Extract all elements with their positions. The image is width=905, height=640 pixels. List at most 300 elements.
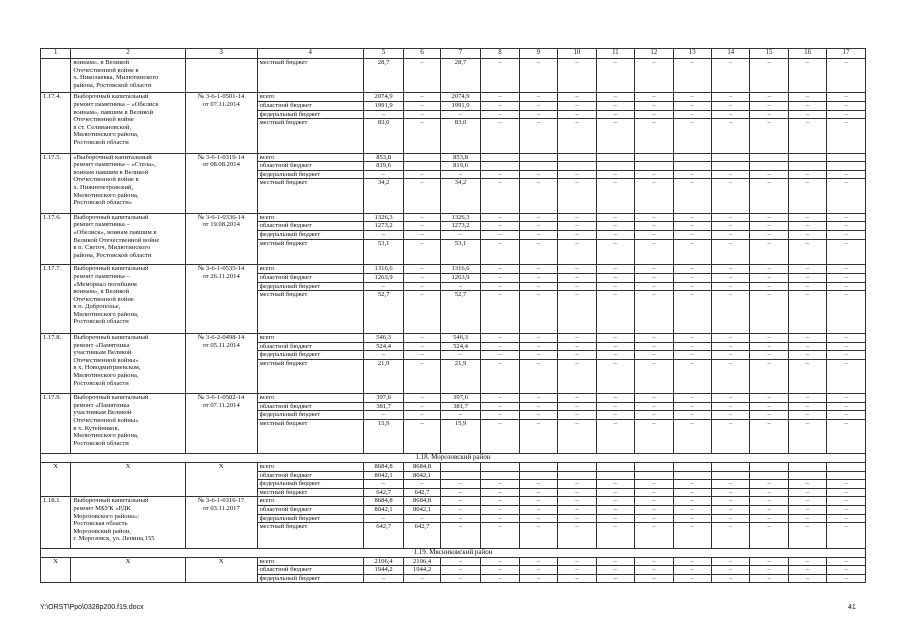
value-cell: – [596, 230, 634, 239]
value-cell: – [596, 420, 634, 454]
value-cell: – [519, 420, 557, 454]
value-cell: – [635, 170, 673, 179]
column-number: 5 [363, 49, 403, 59]
value-cell: – [519, 497, 557, 506]
value-cell [712, 463, 750, 472]
item-name-line: Выборочный капитальный [73, 93, 149, 101]
value-cell: – [440, 523, 480, 549]
value-cell: – [363, 170, 403, 179]
value-cell [404, 162, 440, 171]
funding-source: всего [257, 213, 363, 222]
value-cell: 1991,9 [440, 101, 480, 110]
value-cell: – [635, 557, 673, 566]
value-cell: – [519, 557, 557, 566]
value-cell: – [519, 110, 557, 119]
document-page [40, 48, 866, 583]
value-cell: – [440, 557, 480, 566]
item-name-line: Ростовской области [73, 379, 129, 387]
value-cell: – [788, 342, 826, 351]
value-cell: – [788, 566, 826, 575]
item-name-line: Отечественной войне [73, 116, 134, 124]
item-name-line: Выборочный капитальный [73, 265, 149, 273]
value-cell: – [481, 230, 519, 239]
value-cell: – [440, 351, 480, 360]
value-cell: – [750, 334, 788, 343]
value-cell: 524,4 [440, 342, 480, 351]
value-cell [596, 153, 634, 162]
value-cell: 8684,8 [363, 463, 403, 472]
funding-source: областной бюджет [257, 402, 363, 411]
value-cell [827, 162, 866, 171]
table-row [41, 463, 866, 472]
value-cell: – [827, 351, 866, 360]
item-name-line: в х. Новодмитриевском, [73, 364, 141, 372]
value-cell: – [596, 411, 634, 420]
value-cell: – [673, 480, 711, 489]
value-cell: – [673, 101, 711, 110]
value-cell: 15,9 [440, 420, 480, 454]
funding-source: местный бюджет [257, 59, 363, 93]
value-cell: – [788, 213, 826, 222]
value-cell: – [596, 523, 634, 549]
value-cell: – [596, 273, 634, 282]
value-cell: – [635, 480, 673, 489]
value-cell: – [440, 282, 480, 291]
value-cell: 52,7 [363, 291, 403, 334]
value-cell: – [788, 222, 826, 231]
value-cell: 2074,9 [440, 93, 480, 102]
table-row [41, 153, 866, 162]
section-row [41, 454, 866, 463]
value-cell: – [673, 342, 711, 351]
value-cell: – [363, 351, 403, 360]
column-number: 11 [596, 49, 634, 59]
item-number: Х [41, 463, 71, 497]
funding-source: федеральный бюджет [257, 170, 363, 179]
value-cell: – [404, 394, 440, 403]
value-cell [712, 162, 750, 171]
value-cell [596, 463, 634, 472]
value-cell: – [635, 359, 673, 393]
value-cell: 1991,9 [363, 101, 403, 110]
value-cell: – [558, 557, 596, 566]
value-cell: – [596, 334, 634, 343]
value-cell: – [673, 59, 711, 93]
value-cell: 8684,8 [404, 497, 440, 506]
value-cell: 2074,9 [363, 93, 403, 102]
value-cell: – [596, 488, 634, 497]
item-name-line: Милютинского района, [73, 191, 139, 199]
value-cell: – [558, 480, 596, 489]
value-cell: – [440, 506, 480, 515]
document-ref [185, 93, 257, 153]
value-cell: – [635, 342, 673, 351]
value-cell: – [558, 273, 596, 282]
item-name-line: воинам». в Великой [73, 59, 130, 66]
value-cell: – [788, 523, 826, 549]
value-cell: 34,2 [440, 179, 480, 213]
value-cell: – [788, 59, 826, 93]
value-cell: – [788, 291, 826, 334]
value-cell: – [519, 342, 557, 351]
value-cell: – [635, 514, 673, 523]
value-cell: – [481, 557, 519, 566]
column-number: 6 [404, 49, 440, 59]
column-number: 3 [185, 49, 257, 59]
value-cell: – [635, 222, 673, 231]
column-number: 17 [827, 49, 866, 59]
value-cell: – [635, 110, 673, 119]
value-cell: – [558, 110, 596, 119]
value-cell: – [788, 420, 826, 454]
value-cell: – [827, 265, 866, 274]
value-cell: – [827, 93, 866, 102]
funding-source: местный бюджет [257, 488, 363, 497]
value-cell: – [404, 273, 440, 282]
value-cell: – [788, 480, 826, 489]
value-cell: 8042,1 [363, 471, 403, 480]
value-cell: – [481, 291, 519, 334]
column-number: 10 [558, 49, 596, 59]
value-cell: – [558, 420, 596, 454]
value-cell: – [712, 488, 750, 497]
value-cell: 1273,2 [363, 222, 403, 231]
value-cell: – [750, 230, 788, 239]
value-cell: – [788, 282, 826, 291]
item-name [71, 213, 185, 265]
value-cell: – [673, 222, 711, 231]
value-cell: – [596, 497, 634, 506]
item-name-line: ремонт памятника – [73, 272, 130, 280]
value-cell: – [519, 119, 557, 153]
value-cell: – [788, 239, 826, 265]
value-cell: – [363, 574, 403, 583]
value-cell: – [519, 273, 557, 282]
value-cell: 642,7 [404, 523, 440, 549]
item-name-line: Отечественной войне [73, 295, 134, 303]
value-cell: – [519, 574, 557, 583]
value-cell: 83,0 [440, 119, 480, 153]
value-cell: 819,6 [363, 162, 403, 171]
document-ref [185, 153, 257, 213]
funding-source: всего [257, 153, 363, 162]
item-name [71, 59, 185, 93]
budget-table [40, 48, 866, 583]
value-cell: – [750, 420, 788, 454]
value-cell: 381,7 [440, 402, 480, 411]
value-cell: – [827, 170, 866, 179]
funding-source: всего [257, 497, 363, 506]
value-cell: – [481, 359, 519, 393]
value-cell: – [596, 179, 634, 213]
value-cell: – [635, 351, 673, 360]
value-cell [827, 153, 866, 162]
value-cell [673, 162, 711, 171]
value-cell: – [558, 239, 596, 265]
table-row [41, 557, 866, 566]
value-cell: – [481, 480, 519, 489]
value-cell: – [635, 213, 673, 222]
value-cell: – [558, 402, 596, 411]
item-name-line: в х. Кутейников, [73, 424, 120, 432]
value-cell: – [827, 101, 866, 110]
value-cell [519, 153, 557, 162]
value-cell: – [673, 170, 711, 179]
value-cell: – [481, 411, 519, 420]
value-cell: – [519, 351, 557, 360]
value-cell: – [673, 334, 711, 343]
table-row [41, 265, 866, 274]
value-cell: – [519, 239, 557, 265]
value-cell: – [558, 359, 596, 393]
item-name-line: Выборочный капитальный [73, 394, 149, 402]
value-cell: – [827, 480, 866, 489]
value-cell [519, 463, 557, 472]
value-cell: – [481, 239, 519, 265]
value-cell: – [596, 93, 634, 102]
value-cell: – [596, 110, 634, 119]
value-cell: – [673, 265, 711, 274]
value-cell: – [635, 497, 673, 506]
value-cell: 28,7 [440, 59, 480, 93]
value-cell: – [596, 351, 634, 360]
value-cell: – [481, 119, 519, 153]
value-cell: – [635, 394, 673, 403]
value-cell: – [404, 179, 440, 213]
document-ref [185, 497, 257, 549]
value-cell: – [750, 557, 788, 566]
value-cell: – [750, 119, 788, 153]
value-cell: – [750, 359, 788, 393]
value-cell: – [440, 574, 480, 583]
value-cell: – [712, 110, 750, 119]
value-cell: – [519, 213, 557, 222]
value-cell: – [404, 101, 440, 110]
value-cell [481, 463, 519, 472]
value-cell [750, 471, 788, 480]
value-cell: – [712, 265, 750, 274]
funding-source: областной бюджет [257, 342, 363, 351]
document-ref-line: Х [218, 463, 224, 471]
value-cell: – [712, 574, 750, 583]
value-cell: – [635, 506, 673, 515]
value-cell: – [827, 230, 866, 239]
value-cell: – [440, 497, 480, 506]
value-cell: – [673, 488, 711, 497]
value-cell: – [673, 291, 711, 334]
value-cell: – [404, 119, 440, 153]
value-cell: – [673, 557, 711, 566]
value-cell: – [440, 110, 480, 119]
value-cell: – [827, 394, 866, 403]
document-ref [185, 463, 257, 497]
item-name-line: Милютинского района, [73, 432, 139, 440]
document-ref-line: № 3-6-1-0501-14 [197, 93, 245, 101]
value-cell: – [827, 119, 866, 153]
value-cell: – [788, 488, 826, 497]
item-number [41, 59, 71, 93]
value-cell: – [481, 514, 519, 523]
value-cell: – [404, 230, 440, 239]
item-name-line: района, Ростовской области [73, 251, 152, 259]
value-cell: – [827, 574, 866, 583]
value-cell: – [673, 179, 711, 213]
item-name-line: Выборочный капитальный [73, 334, 149, 342]
value-cell: – [635, 93, 673, 102]
item-name-line: Морозовский район, [73, 527, 131, 535]
column-number: 2 [71, 49, 185, 59]
value-cell: – [404, 170, 440, 179]
item-number: 1.17.8. [41, 334, 71, 394]
value-cell: 21,9 [363, 359, 403, 393]
value-cell [635, 463, 673, 472]
value-cell: 83,0 [363, 119, 403, 153]
item-name [71, 93, 185, 153]
value-cell: – [750, 265, 788, 274]
item-name-line: Выборочный капитальный [73, 497, 149, 505]
value-cell: – [440, 411, 480, 420]
value-cell: – [827, 291, 866, 334]
value-cell: – [788, 110, 826, 119]
item-name-line: воинам», в Великой [73, 288, 130, 296]
value-cell: – [404, 514, 440, 523]
value-cell: – [481, 506, 519, 515]
column-number: 15 [750, 49, 788, 59]
value-cell: – [404, 411, 440, 420]
item-name-line: Милютинского района, [73, 131, 139, 139]
value-cell: – [558, 334, 596, 343]
value-cell: – [750, 110, 788, 119]
value-cell: 53,1 [363, 239, 403, 265]
value-cell: – [481, 265, 519, 274]
value-cell: – [404, 480, 440, 489]
value-cell: 8684,8 [363, 497, 403, 506]
item-name-line: Милютинского района, [73, 310, 139, 318]
item-name-line: района, Ростовской области [73, 81, 152, 89]
item-name-line: Х [125, 463, 131, 471]
value-cell: – [481, 179, 519, 213]
value-cell: 1263,9 [440, 273, 480, 282]
item-name-line: Отечественной войны» [73, 417, 139, 425]
column-number: 13 [673, 49, 711, 59]
value-cell: – [481, 222, 519, 231]
value-cell: – [788, 411, 826, 420]
value-cell: – [750, 566, 788, 575]
value-cell: 397,6 [363, 394, 403, 403]
value-cell [596, 162, 634, 171]
value-cell: – [750, 514, 788, 523]
value-cell: – [712, 230, 750, 239]
value-cell: – [788, 265, 826, 274]
value-cell: – [788, 574, 826, 583]
value-cell: – [404, 359, 440, 393]
value-cell: – [558, 394, 596, 403]
value-cell: – [596, 119, 634, 153]
value-cell: – [558, 514, 596, 523]
value-cell: – [519, 411, 557, 420]
value-cell: – [750, 213, 788, 222]
value-cell: – [481, 59, 519, 93]
value-cell: – [712, 411, 750, 420]
value-cell [481, 471, 519, 480]
funding-source: местный бюджет [257, 420, 363, 454]
value-cell [596, 471, 634, 480]
item-name [71, 394, 185, 454]
value-cell: – [788, 351, 826, 360]
value-cell: – [558, 179, 596, 213]
value-cell: – [750, 342, 788, 351]
value-cell: – [750, 101, 788, 110]
value-cell: – [788, 273, 826, 282]
value-cell: – [635, 282, 673, 291]
value-cell: – [827, 213, 866, 222]
item-name-line: Ростовской области [73, 318, 129, 326]
value-cell: – [673, 93, 711, 102]
item-name-line: Ростовской области [73, 439, 129, 447]
item-name-line: в п. Доброполье, [73, 303, 121, 311]
value-cell: – [481, 93, 519, 102]
item-number: 1.17.5. [41, 153, 71, 213]
value-cell: – [596, 566, 634, 575]
document-ref [185, 394, 257, 454]
value-cell [404, 153, 440, 162]
value-cell: – [596, 222, 634, 231]
item-name-line: ремонт памятника – [73, 221, 130, 229]
item-name-line: Отечественной войне в [73, 66, 139, 74]
funding-source: областной бюджет [257, 506, 363, 515]
value-cell: 853,8 [440, 153, 480, 162]
item-name-line: «Обелиск», воинам павшим в [73, 228, 157, 236]
funding-source: областной бюджет [257, 101, 363, 110]
item-name-line: в п. Светоч, Милютинского [73, 244, 151, 252]
value-cell [481, 153, 519, 162]
value-cell: – [440, 230, 480, 239]
value-cell: – [788, 394, 826, 403]
item-name-line: участникам Великой [73, 409, 132, 417]
value-cell: – [712, 179, 750, 213]
item-name-line: Морозовского района»: [73, 512, 140, 520]
value-cell: – [481, 334, 519, 343]
value-cell: – [519, 514, 557, 523]
value-cell: – [788, 402, 826, 411]
value-cell: – [635, 230, 673, 239]
value-cell: – [712, 282, 750, 291]
value-cell: – [712, 222, 750, 231]
value-cell: – [596, 239, 634, 265]
column-number: 14 [712, 49, 750, 59]
value-cell: – [750, 59, 788, 93]
value-cell: – [481, 110, 519, 119]
value-cell: – [404, 239, 440, 265]
value-cell: – [481, 273, 519, 282]
value-cell: – [750, 506, 788, 515]
value-cell: – [558, 488, 596, 497]
value-cell: – [596, 506, 634, 515]
value-cell: – [519, 170, 557, 179]
value-cell: 34,2 [363, 179, 403, 213]
value-cell: – [363, 110, 403, 119]
funding-source: всего [257, 265, 363, 274]
value-cell: – [481, 488, 519, 497]
value-cell: 15,9 [363, 420, 403, 454]
value-cell: – [404, 265, 440, 274]
value-cell: 642,7 [363, 523, 403, 549]
value-cell: – [596, 342, 634, 351]
value-cell [635, 162, 673, 171]
item-name [71, 334, 185, 394]
item-name-line: ремонт памятника – «Стела», [73, 161, 156, 169]
value-cell: – [363, 514, 403, 523]
